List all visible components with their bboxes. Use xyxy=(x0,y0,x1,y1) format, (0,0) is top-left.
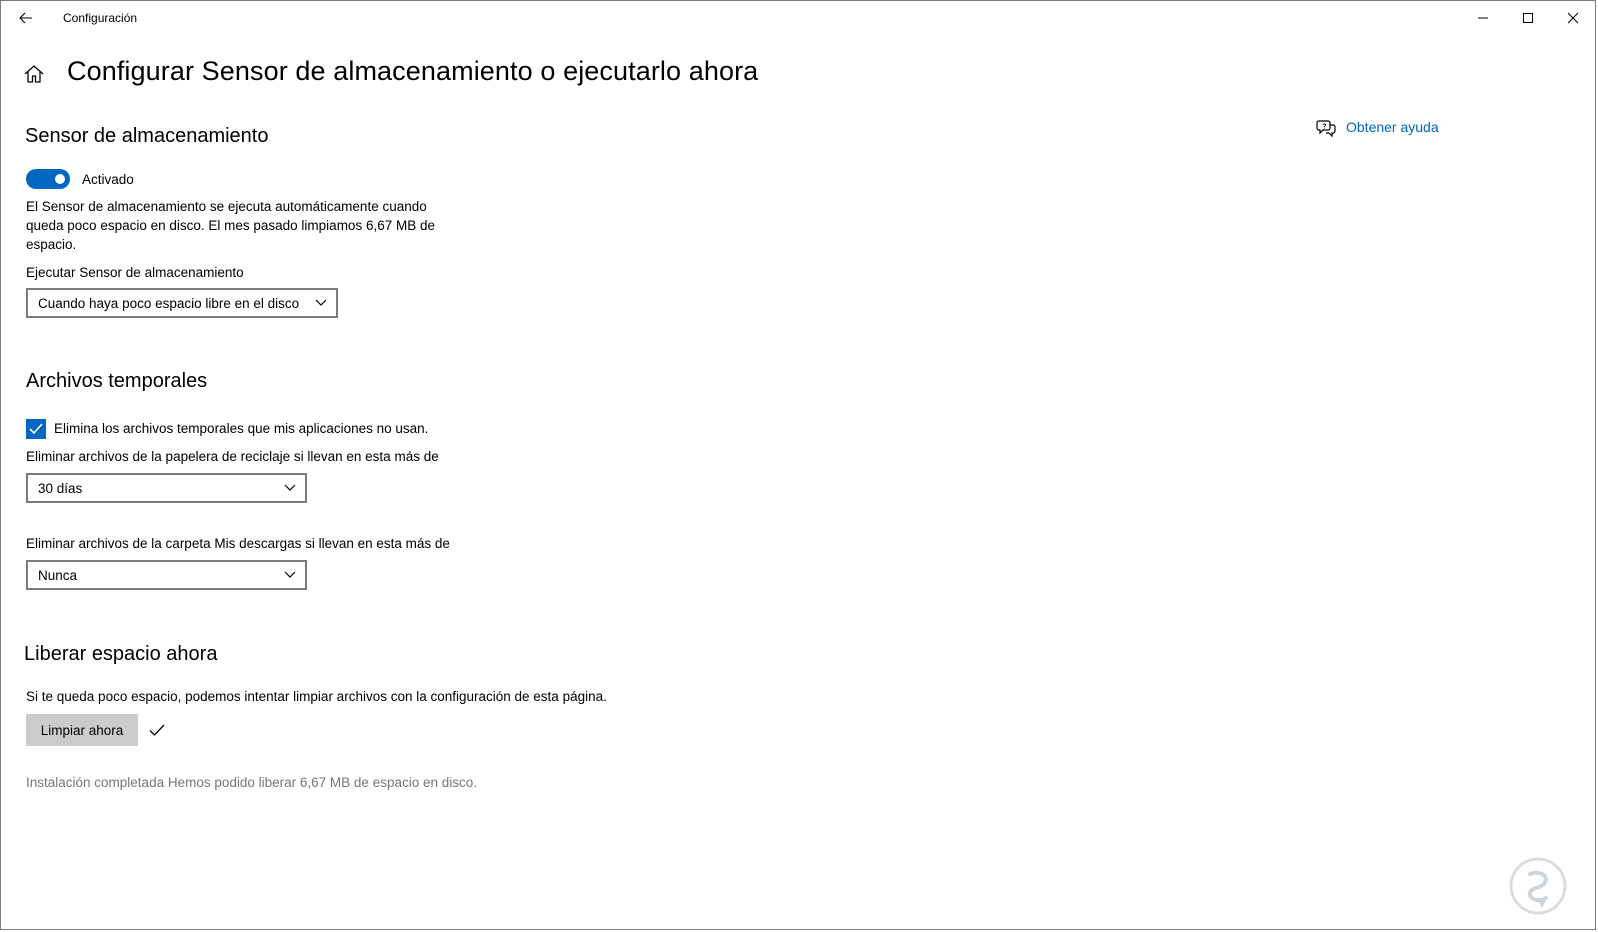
page-title: Configurar Sensor de almacenamiento o ejecutarlo ahora xyxy=(67,56,759,86)
run-storage-sense-label: Ejecutar Sensor de almacenamiento xyxy=(26,265,244,280)
minimize-icon xyxy=(1477,12,1489,24)
maximize-icon xyxy=(1522,12,1534,24)
delete-temp-files-checkbox[interactable] xyxy=(26,419,46,439)
toggle-label: Activado xyxy=(82,172,134,187)
home-button[interactable] xyxy=(23,63,47,87)
storage-sense-heading: Sensor de almacenamiento xyxy=(25,125,269,147)
toggle-knob xyxy=(55,174,65,184)
free-space-heading: Liberar espacio ahora xyxy=(24,643,218,665)
maximize-button[interactable] xyxy=(1505,1,1551,35)
delete-temp-files-label: Elimina los archivos temporales que mis aplicaciones no usan. xyxy=(54,421,429,436)
home-icon xyxy=(23,63,45,85)
recycle-bin-label: Eliminar archivos de la papelera de reciclaje si llevan en esta más de xyxy=(26,449,439,464)
dropdown-value: Nunca xyxy=(38,567,78,583)
get-help-link[interactable]: Obtener ayuda xyxy=(1346,119,1439,135)
watermark-logo-icon xyxy=(1508,856,1568,916)
dropdown-value: 30 días xyxy=(38,480,83,496)
downloads-dropdown[interactable] xyxy=(26,560,307,590)
downloads-label: Eliminar archivos de la carpeta Mis descargas si llevan en esta más de xyxy=(26,536,450,551)
dropdown-value: Cuando haya poco espacio libre en el disco xyxy=(38,295,300,311)
free-space-description: Si te queda poco espacio, podemos intentar limpiar archivos con la configuración de esta página. xyxy=(26,689,607,704)
title-bar xyxy=(1,1,1595,35)
description-line: espacio. xyxy=(26,237,77,252)
run-storage-sense-dropdown[interactable] xyxy=(26,288,338,318)
description-line: queda poco espacio en disco. El mes pasado limpiamos 6,67 MB de xyxy=(26,218,435,233)
back-arrow-icon xyxy=(19,12,33,24)
chevron-down-icon xyxy=(275,475,305,501)
description-line: El Sensor de almacenamiento se ejecuta automáticamente cuando xyxy=(26,199,427,214)
temp-files-heading: Archivos temporales xyxy=(26,370,208,392)
minimize-button[interactable] xyxy=(1460,1,1506,35)
recycle-bin-dropdown[interactable] xyxy=(26,473,307,503)
back-button[interactable] xyxy=(9,5,43,31)
help-chat-icon[interactable] xyxy=(1316,118,1336,138)
checkmark-icon xyxy=(29,423,43,435)
app-title: Configuración xyxy=(63,11,138,25)
close-icon xyxy=(1567,12,1579,24)
svg-text:?: ? xyxy=(1322,123,1327,131)
clean-now-button[interactable]: Limpiar ahora xyxy=(26,714,138,746)
close-button[interactable] xyxy=(1550,1,1596,35)
chevron-down-icon xyxy=(306,290,336,316)
storage-sense-description xyxy=(26,197,435,254)
chevron-down-icon xyxy=(275,562,305,588)
checkmark-icon xyxy=(148,721,166,739)
cleanup-status-text: Instalación completada Hemos podido liberar 6,67 MB de espacio en disco. xyxy=(26,775,478,790)
storage-sense-toggle[interactable] xyxy=(26,169,70,189)
